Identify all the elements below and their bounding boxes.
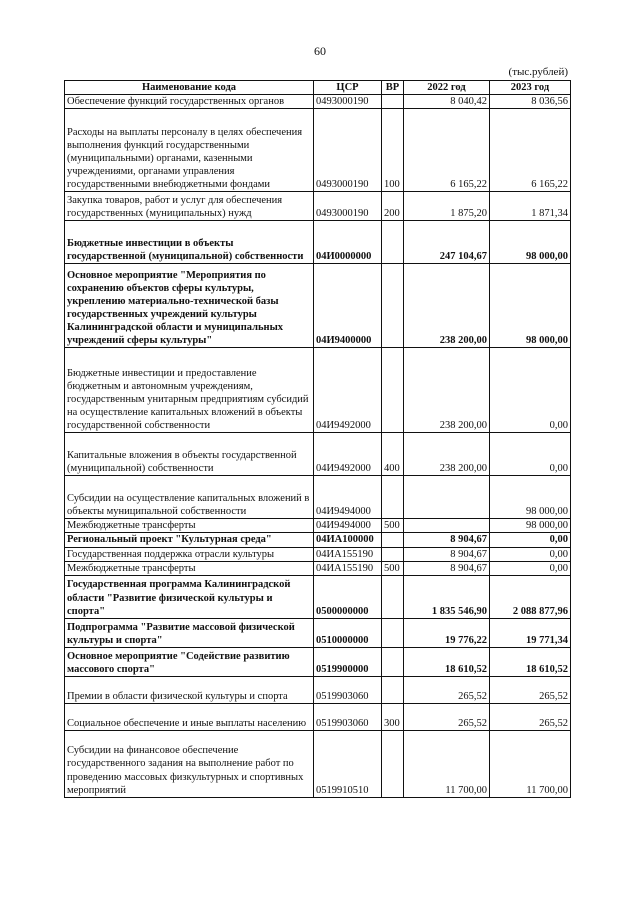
row-name: Субсидии на финансовое обеспечение государственного задания на выполнение работ по проведению массовых физкультурных и спортивных мероприятий (65, 730, 314, 797)
table-row (65, 192, 571, 221)
header-csr: ЦСР (314, 81, 382, 95)
row-name: Премии в области физической культуры и спорта (65, 676, 314, 703)
row-value-2022: 11 700,00 (404, 730, 490, 797)
table-row (65, 618, 571, 647)
table-row (65, 519, 571, 533)
row-csr: 0493000190 (314, 95, 382, 109)
table-row (65, 476, 571, 519)
row-csr: 04И9400000 (314, 264, 382, 348)
row-vr: 400 (382, 433, 404, 476)
row-name: Подпрограмма "Развитие массовой физической культуры и спорта" (65, 618, 314, 647)
row-name: Основное мероприятие "Мероприятия по сохранению объектов сферы культуры, укреплению материально-технической базы государственных учреждений культуры Калининградской области и муниципальных учреждений сферы культуры" (65, 264, 314, 348)
row-value-2023: 18 610,52 (490, 647, 571, 676)
row-value-2023: 0,00 (490, 348, 571, 433)
row-vr: 200 (382, 192, 404, 221)
table-row (65, 647, 571, 676)
row-value-2022: 238 200,00 (404, 433, 490, 476)
row-value-2022: 6 165,22 (404, 109, 490, 192)
row-value-2022 (404, 519, 490, 533)
row-name: Межбюджетные трансферты (65, 519, 314, 533)
row-csr: 0519900000 (314, 647, 382, 676)
table-row (65, 703, 571, 730)
row-vr: 300 (382, 703, 404, 730)
table-row (65, 433, 571, 476)
row-name: Межбюджетные трансферты (65, 561, 314, 575)
row-value-2022: 8 040,42 (404, 95, 490, 109)
row-vr (382, 533, 404, 547)
row-csr: 04И9494000 (314, 476, 382, 519)
row-value-2022: 265,52 (404, 703, 490, 730)
row-csr: 04И0000000 (314, 221, 382, 264)
row-value-2022: 8 904,67 (404, 547, 490, 561)
row-vr (382, 221, 404, 264)
row-value-2023: 0,00 (490, 547, 571, 561)
row-value-2023: 1 871,34 (490, 192, 571, 221)
table-row (65, 676, 571, 703)
units-label: (тыс.рублей) (508, 66, 568, 78)
row-vr (382, 575, 404, 618)
row-value-2022 (404, 476, 490, 519)
row-value-2023: 0,00 (490, 533, 571, 547)
row-vr: 500 (382, 519, 404, 533)
header-2022: 2022 год (404, 81, 490, 95)
row-name: Социальное обеспечение и иные выплаты населению (65, 703, 314, 730)
row-vr (382, 348, 404, 433)
row-vr (382, 264, 404, 348)
row-name: Государственная программа Калининградской области "Развитие физической культуры и спорта" (65, 575, 314, 618)
row-name: Государственная поддержка отрасли культуры (65, 547, 314, 561)
row-csr: 0519903060 (314, 676, 382, 703)
table-row (65, 533, 571, 547)
row-value-2023: 98 000,00 (490, 476, 571, 519)
row-vr (382, 647, 404, 676)
row-name: Бюджетные инвестиции в объекты государственной (муниципальной) собственности (65, 221, 314, 264)
row-csr: 0519903060 (314, 703, 382, 730)
row-vr (382, 95, 404, 109)
row-vr: 100 (382, 109, 404, 192)
header-name: Наименование кода (65, 81, 314, 95)
row-csr: 04ИА155190 (314, 561, 382, 575)
table-row (65, 348, 571, 433)
row-vr (382, 730, 404, 797)
budget-table (64, 80, 571, 798)
row-name: Капитальные вложения в объекты государственной (муниципальной) собственности (65, 433, 314, 476)
row-value-2022: 19 776,22 (404, 618, 490, 647)
table-row (65, 547, 571, 561)
row-name: Расходы на выплаты персоналу в целях обеспечения выполнения функций государственными (муниципальными) органами, казенными учреждениями, органами управления государственными внебюджетными фондами (65, 109, 314, 192)
row-csr: 0519910510 (314, 730, 382, 797)
row-value-2022: 238 200,00 (404, 348, 490, 433)
row-csr: 04ИА100000 (314, 533, 382, 547)
table-row (65, 561, 571, 575)
table-row (65, 730, 571, 797)
row-csr: 0500000000 (314, 575, 382, 618)
row-csr: 04И9492000 (314, 348, 382, 433)
row-value-2023: 98 000,00 (490, 519, 571, 533)
row-value-2022: 8 904,67 (404, 561, 490, 575)
row-value-2023: 11 700,00 (490, 730, 571, 797)
row-value-2022: 238 200,00 (404, 264, 490, 348)
row-csr: 04ИА155190 (314, 547, 382, 561)
row-csr: 0493000190 (314, 109, 382, 192)
row-value-2023: 19 771,34 (490, 618, 571, 647)
row-vr: 500 (382, 561, 404, 575)
row-csr: 0510000000 (314, 618, 382, 647)
row-value-2023: 0,00 (490, 561, 571, 575)
row-value-2023: 265,52 (490, 676, 571, 703)
row-value-2022: 8 904,67 (404, 533, 490, 547)
header-vr: ВР (382, 81, 404, 95)
row-value-2022: 265,52 (404, 676, 490, 703)
row-value-2023: 98 000,00 (490, 221, 571, 264)
row-value-2022: 1 835 546,90 (404, 575, 490, 618)
row-vr (382, 618, 404, 647)
row-name: Региональный проект "Культурная среда" (65, 533, 314, 547)
row-value-2022: 247 104,67 (404, 221, 490, 264)
row-value-2023: 98 000,00 (490, 264, 571, 348)
row-vr (382, 547, 404, 561)
row-value-2022: 18 610,52 (404, 647, 490, 676)
row-name: Субсидии на осуществление капитальных вложений в объекты муниципальной собственности (65, 476, 314, 519)
row-name: Бюджетные инвестиции и предоставление бюджетным и автономным учреждениям, государственным унитарным предприятиям субсидий на осуществление капитальных вложений в объекты государственной собственности (65, 348, 314, 433)
header-2023: 2023 год (490, 81, 571, 95)
row-value-2023: 6 165,22 (490, 109, 571, 192)
table-row (65, 575, 571, 618)
row-name: Основное мероприятие "Содействие развитию массового спорта" (65, 647, 314, 676)
row-value-2023: 2 088 877,96 (490, 575, 571, 618)
row-csr: 0493000190 (314, 192, 382, 221)
row-name: Обеспечение функций государственных органов (65, 95, 314, 109)
table-row (65, 95, 571, 109)
table-row (65, 109, 571, 192)
row-vr (382, 676, 404, 703)
row-value-2023: 265,52 (490, 703, 571, 730)
table-row (65, 221, 571, 264)
row-value-2022: 1 875,20 (404, 192, 490, 221)
row-vr (382, 476, 404, 519)
table-row (65, 264, 571, 348)
row-csr: 04И9492000 (314, 433, 382, 476)
row-name: Закупка товаров, работ и услуг для обеспечения государственных (муниципальных) нужд (65, 192, 314, 221)
row-csr: 04И9494000 (314, 519, 382, 533)
row-value-2023: 8 036,56 (490, 95, 571, 109)
table-body (65, 95, 571, 798)
page-number: 60 (314, 44, 326, 58)
table-header-row (65, 81, 571, 95)
row-value-2023: 0,00 (490, 433, 571, 476)
